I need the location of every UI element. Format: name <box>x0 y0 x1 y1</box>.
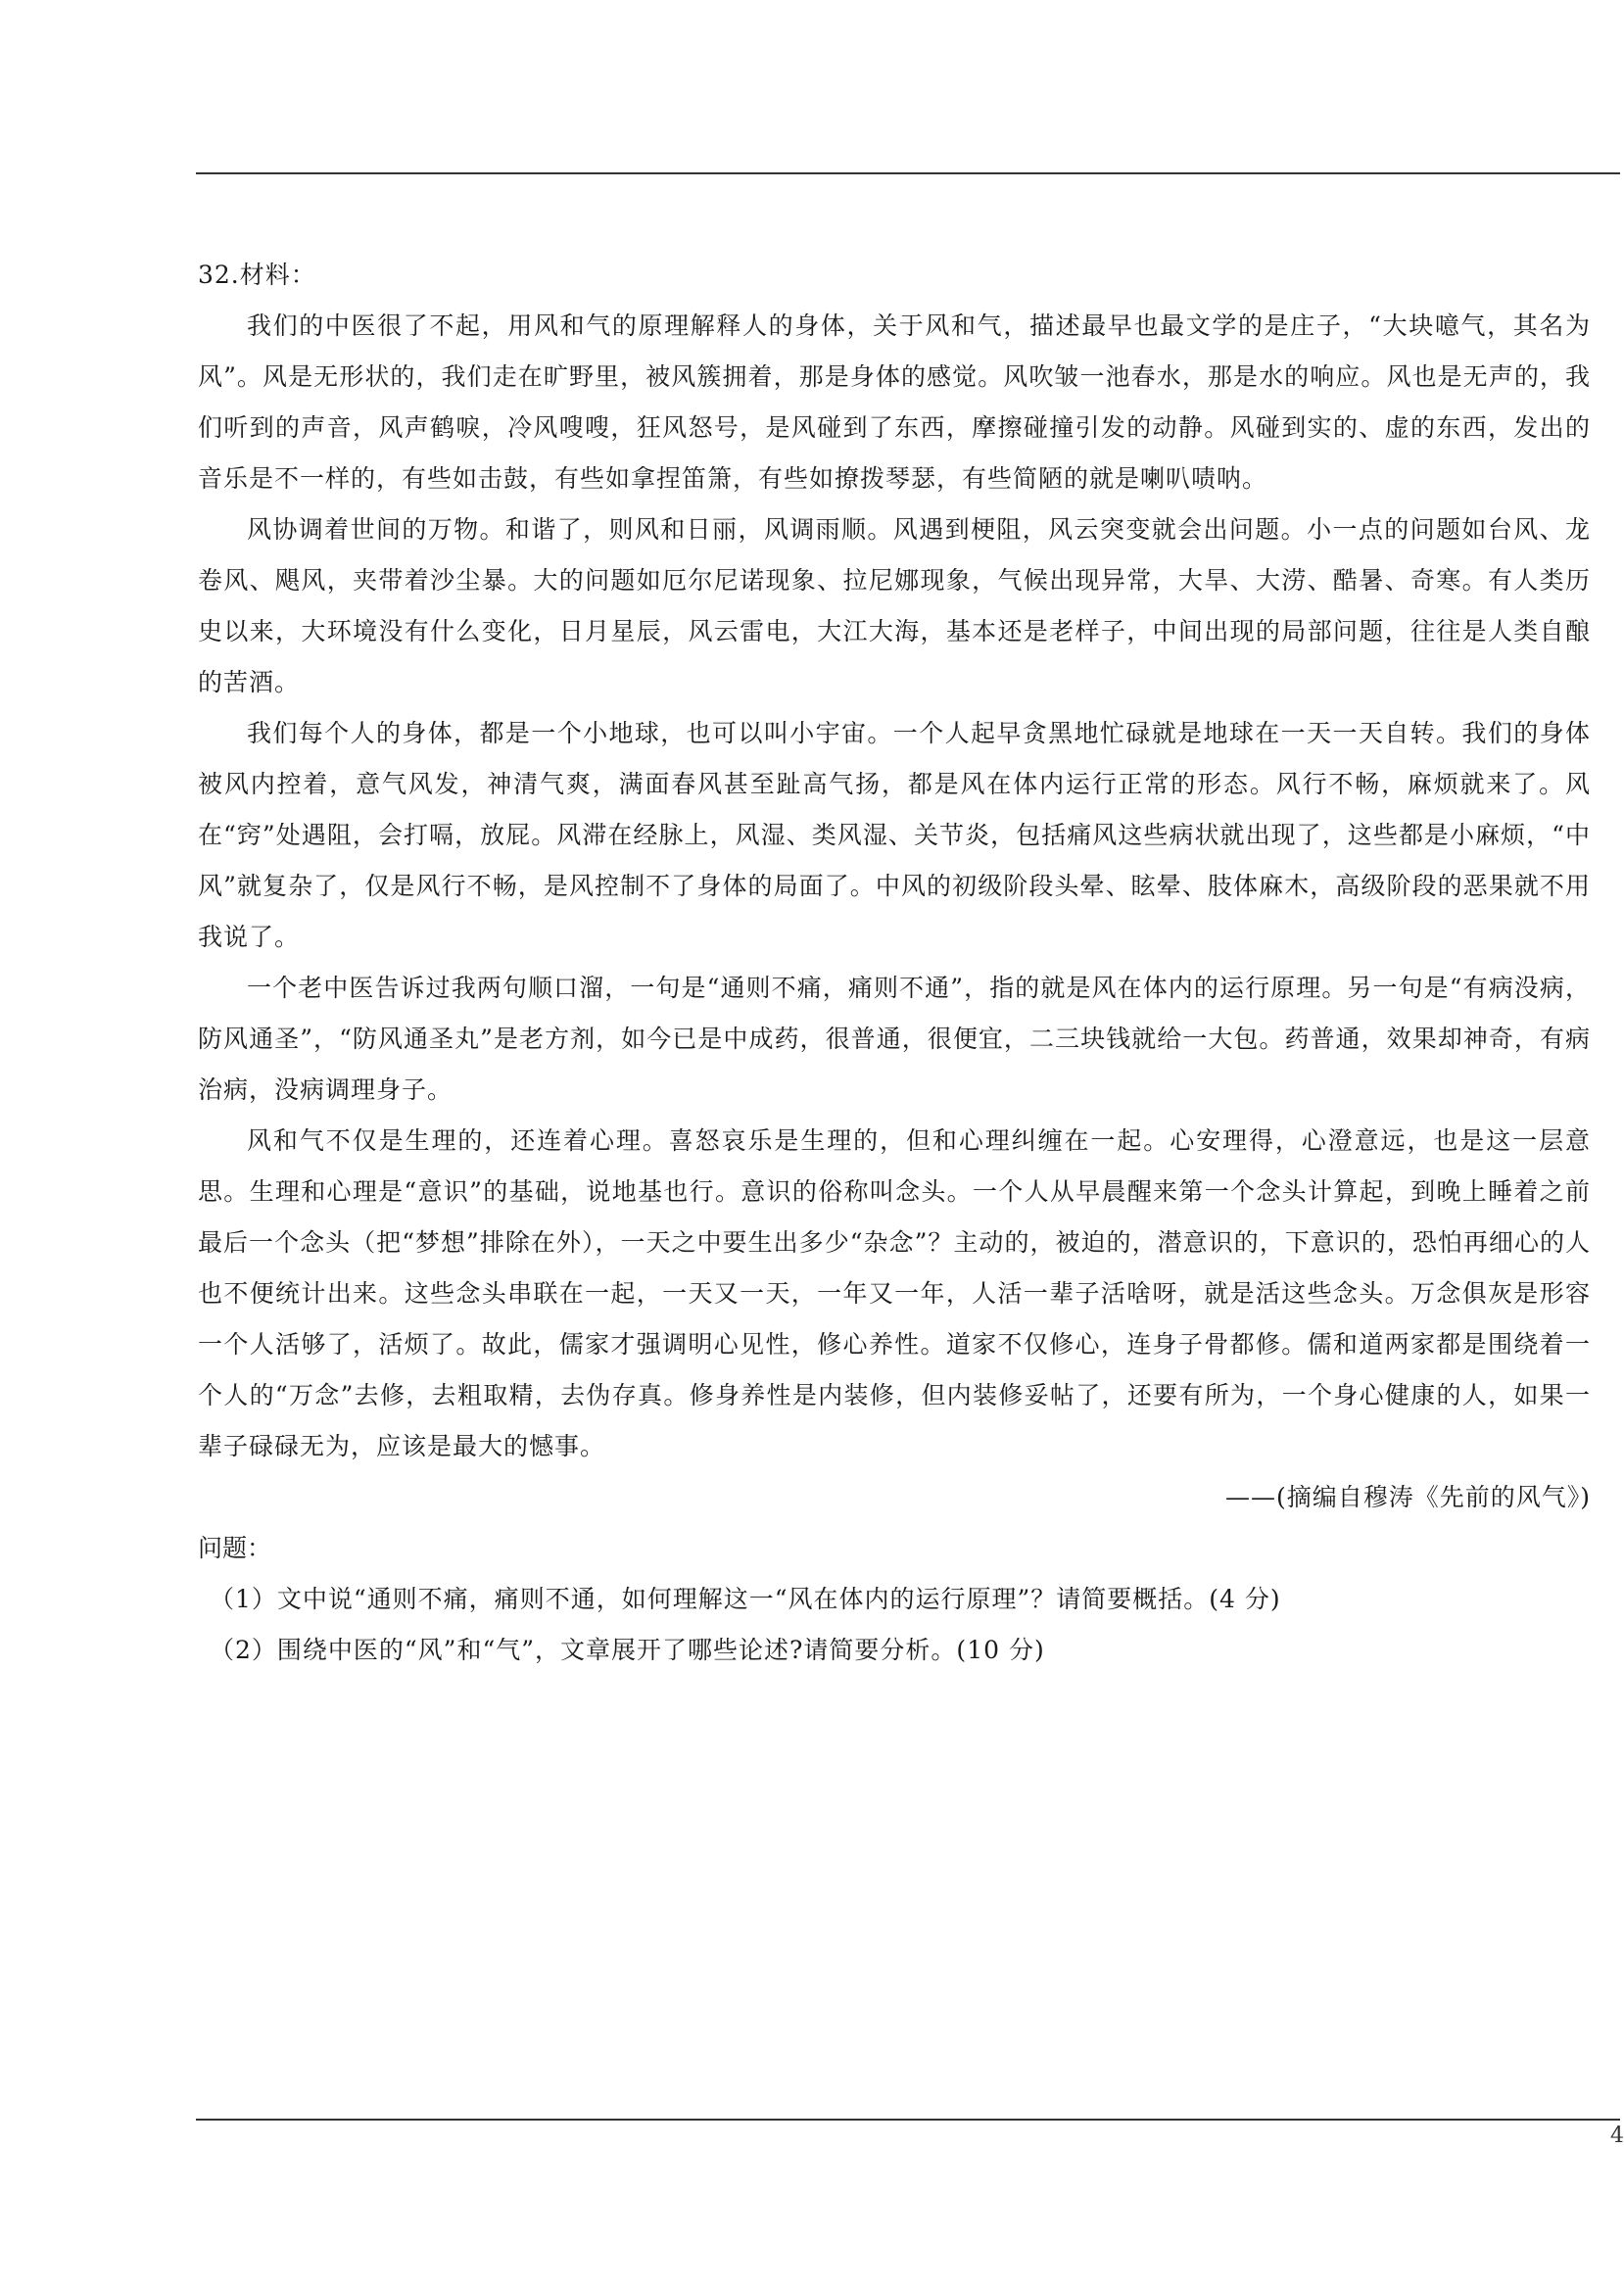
header-rule <box>196 172 1620 174</box>
question-number-label: 32.材料： <box>198 261 316 289</box>
page-number: 4 <box>1610 2124 1624 2148</box>
question-item: （2）围绕中医的“风”和“气”，文章展开了哪些论述?请简要分析。(10 分) <box>210 1636 1045 1664</box>
passage-paragraph: 风和气不仅是生理的，还连着心理。喜怒哀乐是生理的，但和心理纠缠在一起。心安理得，心澄意远，也是这一层意思。生理和心理是“意识”的基础，说地基也行。意识的俗称叫念头。一个人从早晨醒来第一个念头计算起，到晚上睡着之前最后一个念头（把“梦想”排除在外），一天之中要生出多少“杂念”？主动的，被迫的，潜意识的，下意识的，恐怕再细心的人也不便统计出来。这些念头串联在一起，一天又一天，一年又一年，人活一辈子活啥呀，就是活这些念头。万念俱灰是形容一个人活够了，活烦了。故此，儒家才强调明心见性，修心养性。道家不仅修心，连身子骨都修。儒和道两家都是围绕着一个人的“万念”去修，去粗取精，去伪存真。修身养性是内装修，但内装修妥帖了，还要有所为，一个身心健康的人，如果一辈子碌碌无为，应该是最大的憾事。 <box>198 1126 1591 1460</box>
passage-paragraph: 我们每个人的身体，都是一个小地球，也可以叫小宇宙。一个人起早贪黑地忙碌就是地球在一天一天自转。我们的身体被风内控着，意气风发，神清气爽，满面春风甚至趾高气扬，都是风在体内运行正常的形态。风行不畅，麻烦就来了。风在“窍”处遇阻，会打嗝，放屁。风滞在经脉上，风湿、类风湿、关节炎，包括痛风这些病状就出现了，这些都是小麻烦，“中风”就复杂了，仅是风行不畅，是风控制不了身体的局面了。中风的初级阶段头晕、眩晕、肢体麻木，高级阶段的恶果就不用我说了。 <box>198 719 1591 951</box>
passage-paragraph: 我们的中医很了不起，用风和气的原理解释人的身体，关于风和气，描述最早也最文学的是庄子，“大块噫气，其名为风”。风是无形状的，我们走在旷野里，被风簇拥着，那是身体的感觉。风吹皱一池春水，那是水的响应。风也是无声的，我们听到的声音，风声鹤唳，冷风嗖嗖，狂风怒号，是风碰到了东西，摩擦碰撞引发的动静。风碰到实的、虚的东西，发出的音乐是不一样的，有些如击鼓，有些如拿捏笛箫，有些如撩拨琴瑟，有些简陋的就是喇叭啧呐。 <box>198 311 1591 493</box>
passage-source: ——(摘编自穆涛《先前的风气》) <box>1224 1483 1591 1511</box>
question-item: （1）文中说“通则不痛，痛则不通，如何理解这一“风在体内的运行原理”？请简要概括。(4 分) <box>210 1585 1281 1613</box>
questions-label: 问题： <box>198 1534 272 1562</box>
passage <box>198 301 1591 1523</box>
passage-paragraph: 风协调着世间的万物。和谐了，则风和日丽，风调雨顺。风遇到梗阻，风云突变就会出问题。小一点的问题如台风、龙卷风、飓风，夹带着沙尘暴。大的问题如厄尔尼诺现象、拉尼娜现象，气候出现异常，大旱、大涝、酷暑、奇寒。有人类历史以来，大环境没有什么变化，日月星辰，风云雷电，大江大海，基本还是老样子，中间出现的局部问题，往往是人类自酿的苦酒。 <box>198 515 1591 696</box>
question-block <box>198 250 1591 1676</box>
footer-rule <box>196 2119 1620 2121</box>
passage-paragraph: 一个老中医告诉过我两句顺口溜，一句是“通则不痛，痛则不通”，指的就是风在体内的运行原理。另一句是“有病没病，防风通圣”，“防风通圣丸”是老方剂，如今已是中成药，很普通，很便宜，二三块钱就给一大包。药普通，效果却神奇，有病治病，没病调理身子。 <box>198 974 1591 1104</box>
